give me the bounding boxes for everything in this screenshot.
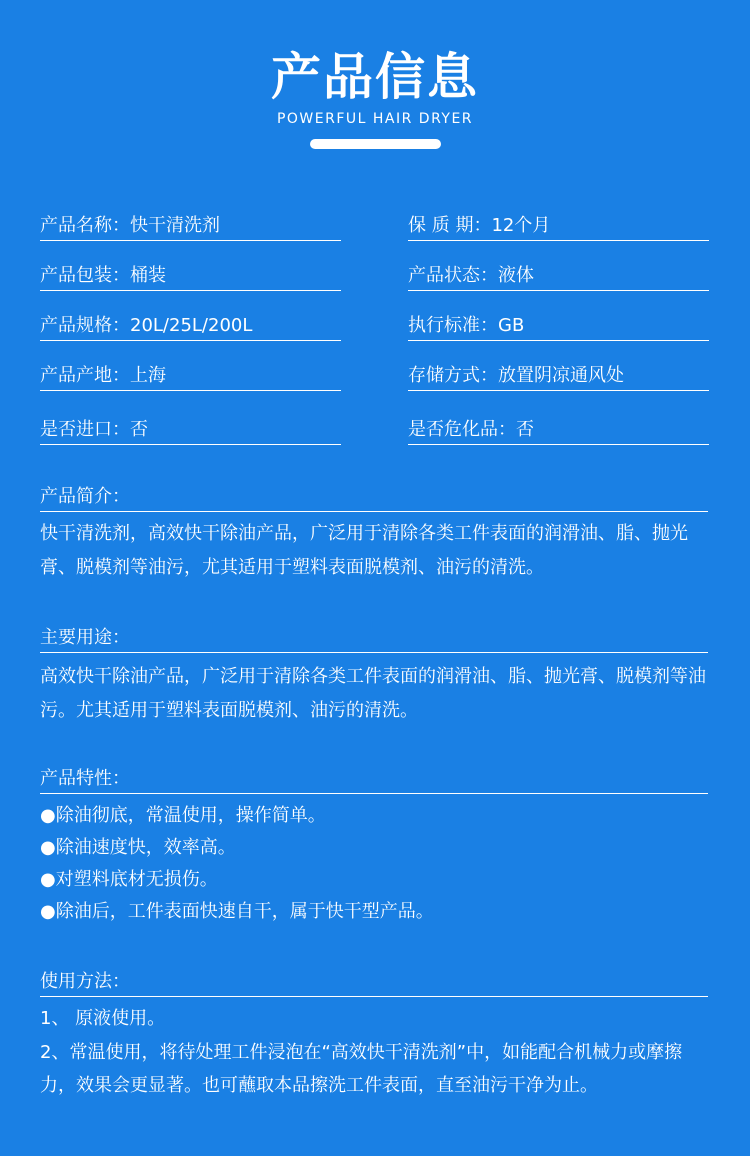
feature-item: ●除油速度快，效率高。	[40, 837, 236, 858]
feature-item: ●对塑料底材无损伤。	[40, 869, 218, 890]
page-subtitle: POWERFUL HAIR DRYER	[276, 111, 474, 127]
uses-text: 高效快干除油产品，广泛用于清除各类工件表面的润滑油、脂、抛光膏、脱模剂等油污。尤其适用于塑料表面脱模剂、油污的清洗。	[40, 666, 706, 721]
spec-imported: 是否进口：否	[40, 416, 341, 445]
intro-heading: 产品简介：	[40, 483, 708, 512]
features-heading: 产品特性：	[40, 765, 708, 794]
feature-item: ●除油彻底，常温使用，操作简单。	[40, 805, 326, 826]
spec-origin: 产品产地：上海	[40, 362, 341, 391]
spec-packaging: 产品包装：桶装	[40, 262, 341, 291]
spec-hazardous: 是否危化品：否	[408, 416, 709, 445]
title-underline-bar	[310, 139, 441, 149]
spec-shelf-life: 保 质 期：12个月	[408, 212, 709, 241]
uses-heading: 主要用途：	[40, 624, 708, 653]
spec-standard: 执行标准：GB	[408, 312, 709, 341]
intro-text: 快干清洗剂，高效快干除油产品，广泛用于清除各类工件表面的润滑油、脂、抛光膏、脱模剂等油污，尤其适用于塑料表面脱模剂、油污的清洗。	[40, 523, 688, 578]
usage-heading: 使用方法：	[40, 968, 708, 997]
spec-size: 产品规格：20L/25L/200L	[40, 312, 341, 341]
spec-state: 产品状态：液体	[408, 262, 709, 291]
page-title: 产品信息	[271, 48, 479, 106]
spec-product-name: 产品名称：快干清洗剂	[40, 212, 341, 241]
usage-step-1: 1、 原液使用。	[40, 1008, 166, 1029]
spec-storage: 存储方式：放置阴凉通风处	[408, 362, 709, 391]
feature-item: ●除油后，工件表面快速自干，属于快干型产品。	[40, 901, 434, 922]
usage-step-2: 2、常温使用，将待处理工件浸泡在“高效快干清洗剂”中，如能配合机械力或摩擦力，效果会更显著。也可蘸取本品擦洗工件表面，直至油污干净为止。	[40, 1042, 683, 1096]
